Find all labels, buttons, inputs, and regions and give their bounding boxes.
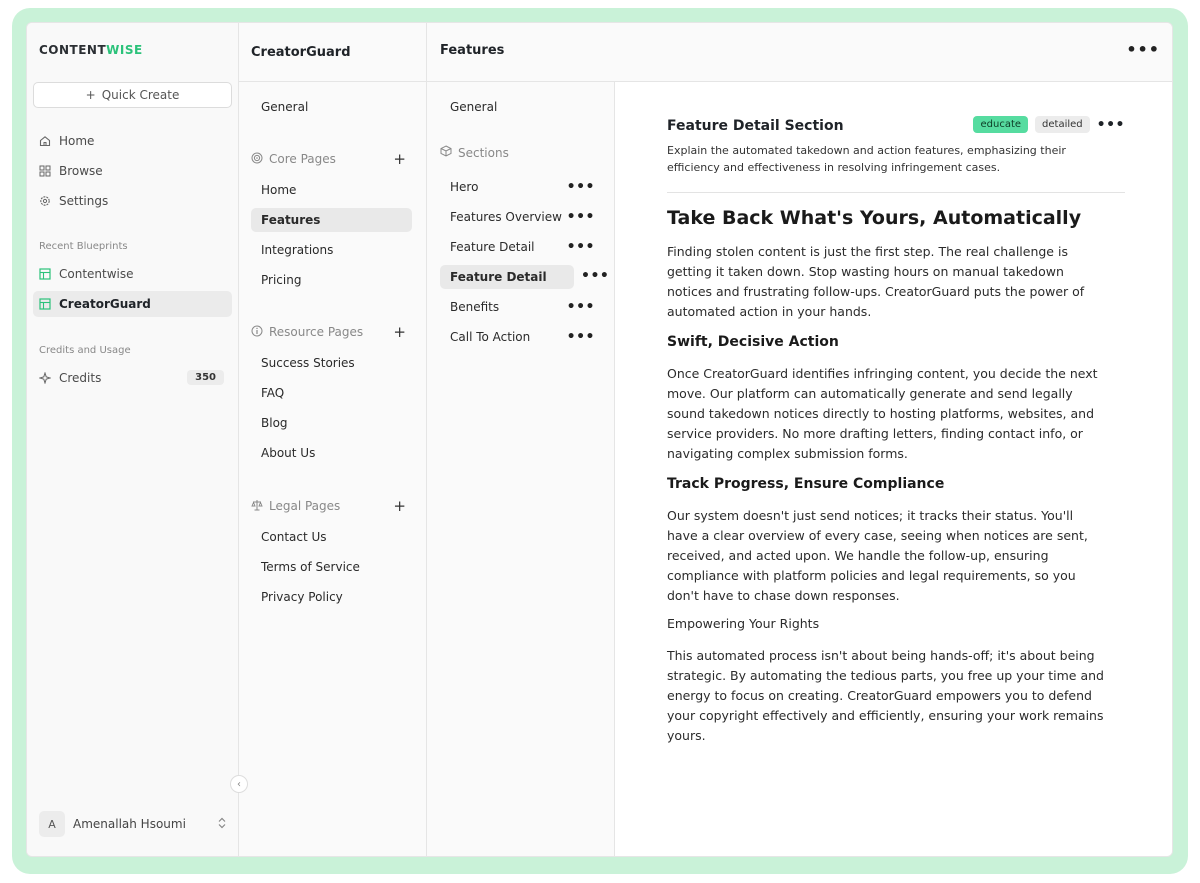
more-options-icon[interactable]: •••	[566, 329, 595, 345]
recent-contentwise[interactable]	[33, 261, 232, 287]
more-options-icon[interactable]: •••	[566, 239, 595, 255]
recent-contentwise-label: Contentwise	[59, 267, 134, 281]
recent-creatorguard-label: CreatorGuard	[59, 297, 151, 311]
section-description: Explain the automated takedown and action features, emphasizing their efficiency and effectiveness in resolving infringement cases.	[667, 144, 1066, 174]
more-options-icon[interactable]: •••	[581, 268, 610, 284]
more-options-icon[interactable]: •••	[566, 209, 595, 225]
layout-icon	[39, 268, 51, 280]
page-pricing[interactable]: Pricing	[261, 273, 302, 287]
group-legal-pages	[251, 498, 406, 514]
section-item[interactable]	[440, 235, 601, 259]
section-item[interactable]	[440, 295, 601, 319]
user-menu[interactable]	[39, 810, 227, 838]
logo-text: CONTENT	[39, 43, 107, 57]
nav-home[interactable]	[33, 128, 232, 154]
layout-icon	[39, 298, 51, 310]
sections-panel	[427, 82, 615, 857]
group-core-pages	[251, 151, 406, 167]
group-resource-pages	[251, 324, 406, 340]
group-legal-pages-label: Legal Pages	[269, 499, 341, 513]
section-item[interactable]	[440, 175, 601, 199]
quick-create-label: Quick Create	[101, 88, 180, 102]
collapse-sidebar-button[interactable]	[230, 775, 248, 793]
chevron-left-icon: ‹	[237, 778, 241, 790]
target-icon	[251, 152, 263, 167]
plus-icon: +	[85, 88, 96, 102]
recent-creatorguard[interactable]	[33, 291, 232, 317]
section-label: Features Overview	[450, 210, 562, 224]
content-subheading: Swift, Decisive Action	[667, 334, 839, 350]
sections-heading	[440, 145, 509, 160]
group-resource-pages-label: Resource Pages	[269, 325, 364, 339]
page-general-label: General	[450, 100, 498, 114]
section-label: Feature Detail	[450, 270, 547, 284]
section-item[interactable]	[440, 205, 601, 229]
section-label: Benefits	[450, 300, 500, 314]
section-item[interactable]	[440, 325, 601, 349]
content-paragraph: Our system doesn't just send notices; it tracks their status. You'll have a clear overview of every case, seeing when notices are sent, received, and acted upon. We handle the follow-up, ensuring compliance with platform policies and legal requirements, so you don't have to chase down responses.	[667, 508, 1088, 603]
nav-settings-label: Settings	[59, 194, 109, 208]
chevron-updown-icon	[217, 817, 227, 832]
sections-label: Sections	[458, 145, 509, 160]
avatar: A	[39, 811, 65, 837]
page-privacy-policy[interactable]: Privacy Policy	[261, 590, 343, 604]
blueprint-general[interactable]: General	[261, 100, 309, 114]
section-label: Hero	[450, 180, 479, 194]
info-icon	[251, 325, 263, 340]
nav-credits[interactable]	[33, 365, 232, 391]
divider	[667, 192, 1125, 193]
credits-usage-label: Credits and Usage	[39, 345, 131, 356]
add-page-button[interactable]: +	[393, 497, 406, 515]
badge-detailed: detailed	[1035, 116, 1090, 133]
add-page-button[interactable]: +	[393, 323, 406, 341]
section-detail	[615, 82, 1173, 857]
page-home[interactable]: Home	[261, 183, 297, 197]
sidebar	[27, 23, 239, 856]
section-label: Call To Action	[450, 330, 531, 344]
logo-accent: WISE	[106, 43, 143, 57]
scale-icon	[251, 499, 263, 514]
page-integrations[interactable]: Integrations	[261, 243, 334, 257]
add-page-button[interactable]: +	[393, 150, 406, 168]
nav-home-label: Home	[59, 134, 95, 148]
more-options-icon[interactable]: •••	[566, 179, 595, 195]
content-paragraph: Once CreatorGuard identifies infringing content, you decide the next move. Our platform can automatically generate and send legally sound takedown notices directly to hosting platforms, websites, and service providers. No more drafting letters, finding contact info, or navigating complex submission forms.	[667, 366, 1098, 461]
nav-settings[interactable]	[33, 188, 232, 214]
content-paragraph: Finding stolen content is just the first step. The real challenge is getting it taken down. Stop wasting hours on manual takedown notices and frustrating follow-ups. CreatorGuard puts the power of automated action in your hands.	[667, 244, 1085, 319]
user-name: Amenallah Hsoumi	[73, 817, 186, 831]
page-success-stories[interactable]: Success Stories	[261, 356, 355, 370]
nav-browse[interactable]	[33, 158, 232, 184]
section-content	[667, 207, 1107, 754]
blueprint-panel	[239, 23, 427, 856]
more-options-icon[interactable]: •••	[566, 299, 595, 315]
page-blog[interactable]: Blog	[261, 416, 288, 430]
more-options-icon[interactable]: •••	[1096, 116, 1125, 133]
content-paragraph: This automated process isn't about being hands-off; it's about being strategic. By automating the tedious parts, you free up your time and energy to focus on creating. CreatorGuard empowers you to defend your copyright effectively and efficiently, ensuring your work remains yours.	[667, 648, 1104, 743]
grid-icon	[39, 165, 51, 177]
page-features[interactable]: Features	[251, 208, 412, 232]
section-detail-header	[667, 118, 1125, 176]
group-core-pages-label: Core Pages	[269, 152, 336, 166]
page-faq[interactable]: FAQ	[261, 386, 285, 400]
nav-browse-label: Browse	[59, 164, 103, 178]
page-terms-of-service[interactable]: Terms of Service	[261, 560, 360, 574]
credits-label: Credits	[59, 371, 102, 385]
cube-icon	[440, 145, 452, 160]
recent-blueprints-label: Recent Blueprints	[39, 241, 128, 252]
content-heading: Take Back What's Yours, Automatically	[667, 207, 1082, 229]
blueprint-title: CreatorGuard	[239, 23, 426, 82]
page-title: Features	[440, 43, 505, 58]
quick-create-button[interactable]	[33, 82, 232, 108]
content-subheading: Empowering Your Rights	[667, 616, 820, 631]
badge-educate: educate	[973, 116, 1028, 133]
section-detail-title: Feature Detail Section	[667, 118, 844, 134]
content-subheading: Track Progress, Ensure Compliance	[667, 476, 945, 492]
gear-icon	[39, 195, 51, 207]
logo	[39, 43, 143, 57]
page-contact-us[interactable]: Contact Us	[261, 530, 327, 544]
app-window	[26, 22, 1173, 857]
credits-badge: 350	[187, 370, 224, 385]
badges	[973, 116, 1125, 133]
sparkle-icon	[39, 372, 51, 384]
section-item-active[interactable]	[440, 265, 574, 289]
page-general[interactable]	[440, 95, 601, 119]
section-label: Feature Detail	[450, 240, 535, 254]
page-about-us[interactable]: About Us	[261, 446, 316, 460]
page-header	[427, 23, 1173, 82]
more-options-icon[interactable]: •••	[1126, 40, 1160, 59]
home-icon	[39, 135, 51, 147]
